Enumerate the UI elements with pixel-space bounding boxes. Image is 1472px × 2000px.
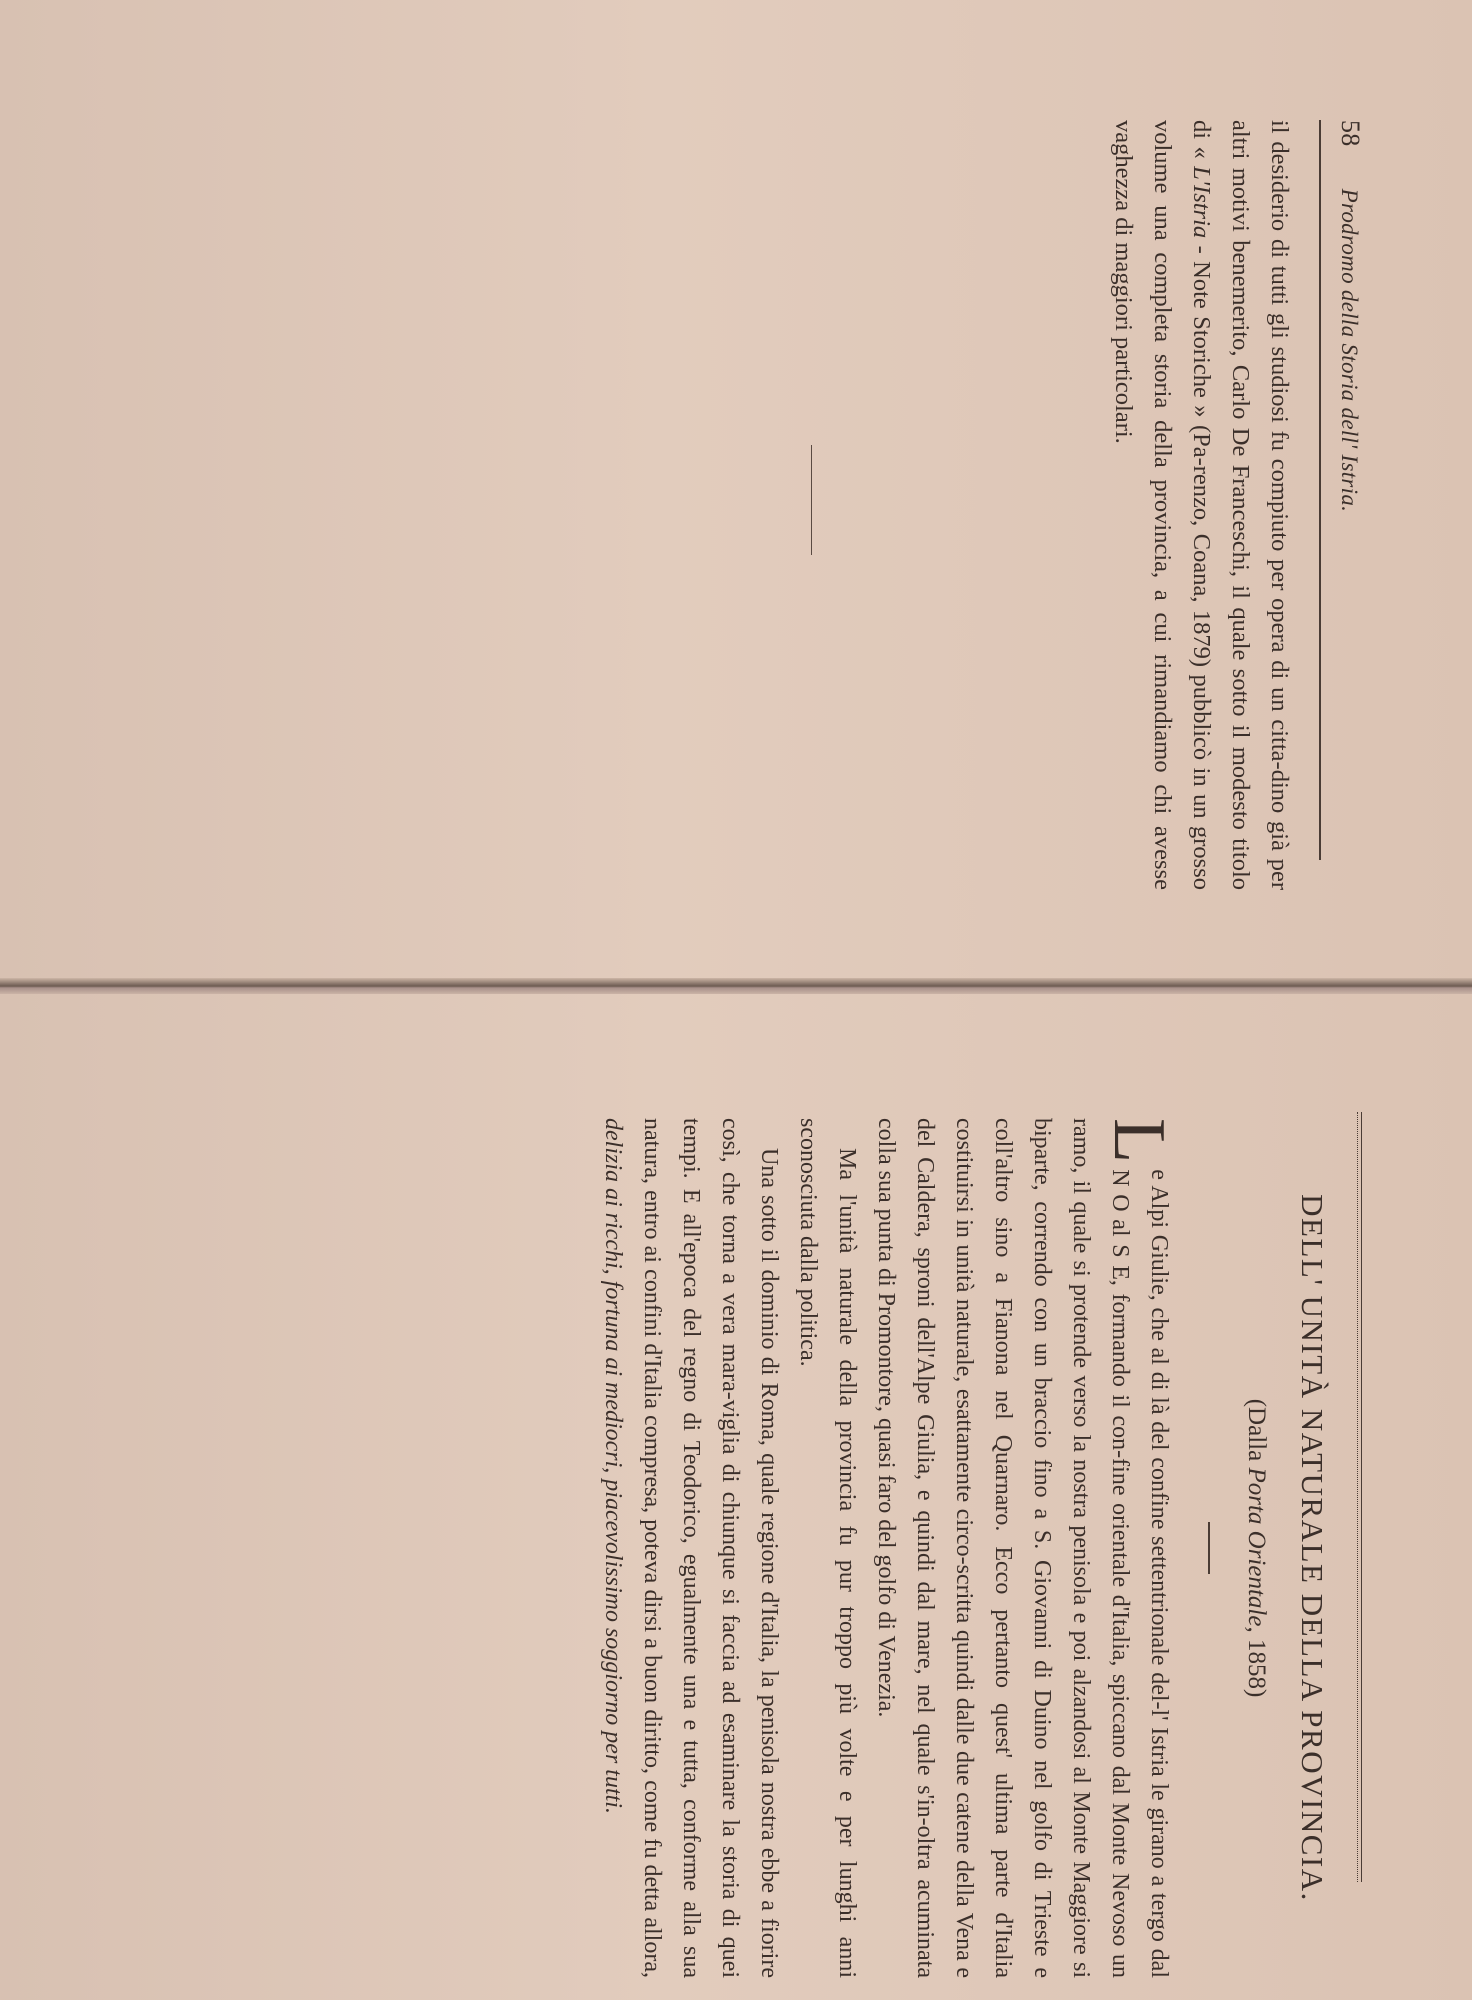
paragraph-2: Ma l'unità naturale della provincia fu pur troppo più volte e per lunghi anni sconosciuta dalla politica. [795,1118,860,1978]
paragraph-text-1: il desiderio di tutti gli studiosi fu compiuto per opera di un citta-dino già per altri motivi benemerito, Carlo De Franceschi, il quale sotto il modesto titolo di « [1188,120,1293,890]
page-number: 58 [1336,120,1365,147]
section-end-rule [811,445,812,555]
title-rule [1208,1522,1210,1574]
work-title-italic: L'Istria [1188,166,1215,239]
running-head-title: Prodromo della Storia dell' Istria. [1337,188,1362,513]
running-head [1319,120,1365,860]
paragraph-1 [866,1118,1178,1978]
subtitle-close: , 1858) [1243,1626,1270,1698]
drop-cap: L [1098,1118,1180,1164]
chapter-subtitle [1242,1118,1270,1978]
chapter-double-rule [1357,1112,1362,1882]
top-page-text [1104,120,1365,890]
paragraph-3 [593,1118,788,1978]
chapter-title: DELL' UNITÀ NATURALE DELLA PROVINCIA. [1295,1194,1330,1902]
paragraph-3-text: Una sotto il dominio di Roma, quale regione d'Italia, la penisola nostra ebbe a fiorire così, che torna a vera mara-viglia di chiunque si faccia ad esaminare la storia di quei tempi. E all'epoca del regno di Teodorico, egualmente una e tutta, conforme alla sua natura, entro ai confini d'Italia compresa, poteva dirsi a buon diritto, come fu detta allora, [639,1118,782,1978]
bottom-page-text [593,1118,1330,1978]
closing-paragraph [1104,120,1299,890]
paragraph-3-quote: delizia ai ricchi, fortuna ai mediocri, piacevolissimo soggiorno per tutti. [600,1118,626,1814]
paragraph-text-2: - Note Storiche » (Pa-renzo, Coana, 1879) pubblicò in un grosso volume una completa storia della provincia, a cui rimandiamo chi avesse vaghezza di maggiori particolari. [1110,120,1215,890]
paragraph-1-text: e Alpi Giulie, che al di là del confine settentrionale del-l' Istria le girano a tergo dal N O al S E, formando il con-fine orientale d'Italia, spiccano dal Monte Nevoso un ramo, il quale si protende verso la nostra penisola e poi alzandosi al Monte Maggiore si biparte, correndo con un braccio fino a S. Giovanni di Duino nel golfo di Trieste e coll'altro sino a Fianona nel Quarnaro. Ecco pertanto quest' ultima parte d'Italia costituirsi in unità naturale, esattamente circo-scritta quindi dalle due catene della Vena e del Caldera, sproni dell'Alpe Giulia, e quindi dal mare, nel quale s'in-oltra acuminata colla sua punta di Promontore, quasi faro del golfo di Venezia. [873,1118,1172,1978]
subtitle-open: (Dalla [1243,1398,1270,1468]
subtitle-source: Porta Orientale [1243,1467,1270,1627]
